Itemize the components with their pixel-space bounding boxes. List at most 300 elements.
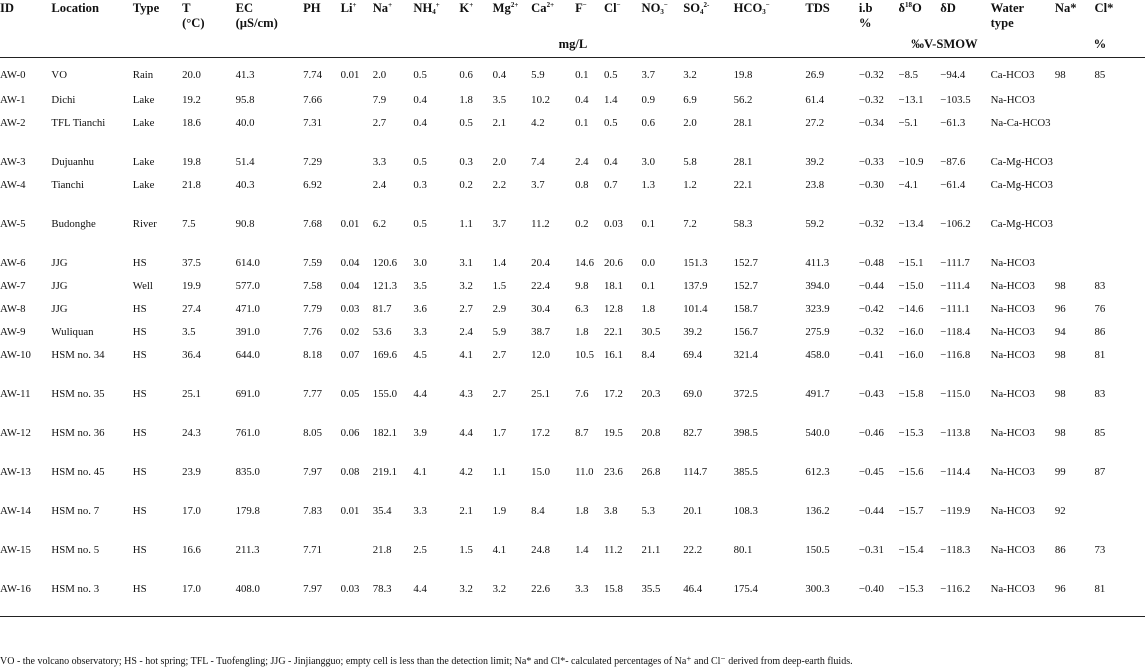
cell-so4: 7.2 — [683, 217, 697, 230]
cell-location: HSM no. 3 — [51, 578, 132, 617]
cell-tds: 394.0 — [805, 279, 830, 292]
cell-hco3: 19.8 — [733, 69, 753, 81]
col-so4 — [683, 0, 733, 37]
f-sup: − — [582, 1, 587, 9]
cell-li: 0.01 — [340, 69, 360, 81]
cell-water-type: Na-HCO3 — [990, 426, 1035, 439]
col-id: ID — [0, 1, 14, 15]
cell-hco3: 152.7 — [733, 256, 758, 269]
cell-li: 0.03 — [341, 578, 373, 617]
cell-na: 7.9 — [372, 93, 387, 106]
cell-hco3: 28.1 — [733, 155, 753, 168]
cell-type: HS — [133, 578, 182, 617]
cell-li — [341, 151, 373, 174]
cell-hco3: 58.3 — [733, 217, 753, 230]
col-ec — [236, 0, 303, 37]
d18o-label: δ — [898, 1, 906, 15]
cell-no3: 0.9 — [641, 93, 655, 106]
cell-type: HS — [132, 348, 147, 361]
table-row — [0, 383, 1145, 422]
cell-d18o: −13.4 — [898, 217, 924, 230]
cell-d18o: −4.1 — [898, 178, 919, 191]
cell-na: 78.3 — [373, 578, 414, 617]
no3-sub: 3 — [660, 8, 664, 16]
li-sup: + — [352, 1, 357, 9]
cell-ib: −0.44 — [858, 279, 884, 292]
cell-k: 4.4 — [459, 426, 473, 439]
cell-cl: 23.6 — [603, 465, 623, 478]
cell-water-type: Na-Ca-HCO3 — [990, 116, 1051, 129]
cell-id: AW-9 — [0, 325, 26, 338]
cell-temperature: 36.4 — [182, 348, 201, 361]
cell-na: 182.1 — [372, 426, 397, 439]
cell-hco3: 80.1 — [733, 543, 753, 556]
cell-f: 0.2 — [575, 217, 589, 230]
wtype-label: Water — [990, 1, 1025, 15]
cell-nh4: 3.3 — [413, 504, 427, 517]
cell-li: 0.01 — [340, 504, 360, 517]
cell-so4: 6.9 — [683, 93, 697, 106]
col-cl-star: Cl* — [1094, 1, 1114, 15]
cell-na: 53.6 — [372, 325, 392, 338]
cell-id: AW-5 — [0, 217, 26, 230]
cell-dd: −111.7 — [940, 256, 970, 269]
table-row — [0, 422, 1145, 461]
cell-temperature: 18.6 — [182, 116, 201, 129]
cell-mg: 0.4 — [492, 69, 507, 81]
cell-ib: −0.43 — [858, 387, 884, 400]
cell-tds: 540.0 — [805, 426, 830, 439]
cell-so4: 1.2 — [683, 178, 697, 191]
cell-no3: 30.5 — [641, 325, 661, 338]
cell-no3: 35.5 — [641, 578, 683, 617]
table-row — [0, 174, 1145, 213]
cell-na-star: 98 — [1054, 387, 1066, 400]
cell-na-star — [1055, 174, 1095, 213]
cell-ph: 7.79 — [303, 302, 322, 315]
cell-d18o: −8.5 — [898, 69, 919, 81]
cell-k: 3.1 — [459, 256, 473, 269]
col-mg — [493, 0, 532, 37]
cell-k: 0.3 — [459, 155, 473, 168]
cell-ca: 7.4 — [531, 155, 545, 168]
cell-li: 0.08 — [340, 465, 360, 478]
no3-sup: − — [663, 1, 668, 9]
cell-ca: 17.2 — [531, 426, 551, 439]
cell-f: 1.4 — [575, 543, 589, 556]
na-sup: + — [388, 1, 393, 9]
cell-dd: −113.8 — [940, 426, 971, 439]
cell-d18o: −16.0 — [898, 348, 924, 361]
table-row — [0, 252, 1145, 275]
cell-id: AW-10 — [0, 348, 31, 361]
cell-location: Dujuanhu — [51, 155, 94, 168]
table-row — [0, 151, 1145, 174]
cell-dd: −114.4 — [940, 465, 971, 478]
cell-ib: −0.34 — [858, 116, 884, 129]
table-row — [0, 58, 1145, 89]
cell-ph: 7.83 — [303, 504, 322, 517]
table-row — [0, 539, 1145, 578]
cell-tds: 300.3 — [805, 578, 859, 617]
no3-label: NO — [641, 1, 661, 15]
col-d18o — [898, 0, 940, 37]
cell-mg: 2.7 — [492, 387, 507, 400]
ec-unit: (µS/cm) — [235, 16, 278, 30]
cell-f: 0.4 — [575, 93, 589, 106]
cell-temperature: 24.3 — [182, 426, 201, 439]
so4-sup: 2- — [703, 1, 710, 9]
cell-cl-star: 76 — [1094, 302, 1106, 315]
table-row — [0, 298, 1145, 321]
unit-percent: % — [1055, 37, 1145, 58]
cell-na: 81.7 — [372, 302, 392, 315]
cell-f: 2.4 — [575, 155, 589, 168]
cell-d18o: −13.1 — [898, 93, 924, 106]
cell-cl: 12.8 — [603, 302, 623, 315]
col-ph: PH — [303, 1, 321, 15]
cell-dd: −61.3 — [940, 116, 966, 129]
cell-location: Dichi — [51, 93, 76, 106]
cell-k: 0.6 — [459, 69, 473, 81]
cell-d18o: −15.0 — [898, 279, 924, 292]
cell-f: 0.1 — [575, 116, 589, 129]
cell-so4: 69.4 — [683, 348, 703, 361]
cell-na-star: 99 — [1054, 465, 1066, 478]
cell-so4: 3.2 — [683, 69, 697, 81]
cell-mg: 1.9 — [492, 504, 507, 517]
cell-mg: 1.5 — [492, 279, 507, 292]
k-sup: + — [469, 1, 474, 9]
cell-li — [341, 89, 373, 112]
nh4-sup: + — [435, 1, 440, 9]
cell-ec: 51.4 — [235, 155, 255, 168]
cell-id: AW-12 — [0, 426, 31, 439]
cell-ca: 11.2 — [531, 217, 550, 230]
cell-location: HSM no. 5 — [51, 543, 100, 556]
cell-cl: 0.5 — [603, 116, 618, 129]
cell-ph: 7.31 — [303, 116, 322, 129]
col-tds: TDS — [805, 1, 830, 15]
cell-na: 169.6 — [372, 348, 397, 361]
cell-ec: 41.3 — [235, 69, 255, 81]
cl-label: Cl — [603, 1, 617, 15]
cell-d18o: −15.4 — [898, 543, 924, 556]
cell-na-star: 96 — [1054, 302, 1066, 315]
cell-hco3: 385.5 — [733, 465, 758, 478]
cell-ib: −0.45 — [858, 465, 884, 478]
cell-id: AW-1 — [0, 93, 26, 106]
cell-na-star: 98 — [1054, 426, 1066, 439]
cell-no3: 0.1 — [641, 279, 655, 292]
cell-so4: 22.2 — [683, 543, 703, 556]
cell-no3: 8.4 — [641, 348, 655, 361]
cell-ph: 7.76 — [303, 325, 322, 338]
col-ca — [531, 0, 575, 37]
cell-so4: 114.7 — [683, 465, 708, 478]
cell-ec: 408.0 — [236, 578, 303, 617]
cell-nh4: 0.4 — [413, 116, 427, 129]
col-cl — [604, 0, 641, 37]
cell-ib: −0.31 — [858, 543, 884, 556]
cell-nh4: 4.5 — [413, 348, 427, 361]
cell-no3: 26.8 — [641, 465, 661, 478]
cell-tds: 150.5 — [805, 543, 830, 556]
cell-ec: 40.3 — [235, 178, 255, 191]
cell-ib: −0.32 — [858, 69, 884, 81]
cell-cl-star — [1094, 151, 1145, 174]
cell-li: 0.02 — [340, 325, 360, 338]
cell-ec: 691.0 — [235, 387, 260, 400]
cell-li: 0.01 — [340, 217, 360, 230]
cell-dd: −116.2 — [940, 578, 990, 617]
cell-na: 35.4 — [372, 504, 392, 517]
cell-na: 21.8 — [372, 543, 392, 556]
cell-water-type: Na-HCO3 — [990, 279, 1035, 292]
cell-cl: 18.1 — [603, 279, 623, 292]
cell-f: 3.3 — [575, 578, 604, 617]
cell-location: VO — [51, 69, 68, 81]
cell-cl-star — [1094, 500, 1145, 539]
col-nh4 — [413, 0, 459, 37]
cell-nh4: 4.1 — [413, 465, 427, 478]
na-label: Na — [372, 1, 389, 15]
cell-water-type: Na-HCO3 — [991, 578, 1055, 617]
cell-ph: 7.97 — [303, 465, 322, 478]
cell-mg: 2.2 — [492, 178, 507, 191]
cell-temperature: 21.8 — [182, 178, 201, 191]
cell-location: HSM no. 7 — [51, 504, 100, 517]
cell-no3: 1.3 — [641, 178, 655, 191]
cell-cl-star — [1094, 213, 1145, 252]
cell-cl: 0.5 — [603, 69, 618, 81]
cell-k: 2.7 — [459, 302, 473, 315]
cell-ec: 471.0 — [235, 302, 260, 315]
cell-na: 219.1 — [372, 465, 397, 478]
cell-ca: 20.4 — [531, 256, 551, 269]
cell-cl: 20.6 — [603, 256, 623, 269]
cell-cl-star: 81 — [1094, 348, 1106, 361]
col-na — [373, 0, 414, 37]
hco3-sub: 3 — [762, 8, 766, 16]
cell-dd: −119.9 — [940, 504, 971, 517]
cell-d18o: −15.7 — [898, 504, 924, 517]
ib-unit: % — [858, 16, 872, 30]
cell-type: HS — [132, 387, 147, 400]
table-body — [0, 58, 1145, 617]
cell-type: Lake — [132, 93, 155, 106]
cell-mg: 2.1 — [492, 116, 507, 129]
cell-no3: 0.1 — [641, 217, 655, 230]
cell-d18o: −15.1 — [898, 256, 924, 269]
cell-mg: 2.9 — [492, 302, 507, 315]
cell-tds: 323.9 — [805, 302, 830, 315]
cell-dd: −103.5 — [940, 93, 971, 106]
cell-so4: 82.7 — [683, 426, 703, 439]
cell-ca: 30.4 — [531, 302, 551, 315]
cell-na: 155.0 — [372, 387, 397, 400]
table-row — [0, 578, 1145, 617]
cell-hco3: 158.7 — [733, 302, 758, 315]
cell-hco3: 22.1 — [733, 178, 753, 191]
nh4-label: NH — [413, 1, 433, 15]
cell-cl: 3.8 — [603, 504, 618, 517]
cell-na-star: 98 — [1054, 279, 1066, 292]
cell-water-type: Na-HCO3 — [990, 325, 1035, 338]
cell-type: HS — [132, 426, 147, 439]
cell-cl: 1.4 — [603, 93, 618, 106]
col-location: Location — [51, 1, 99, 15]
cell-dd: −106.2 — [940, 217, 971, 230]
cell-dd: −94.4 — [940, 69, 966, 81]
cell-k: 2.4 — [459, 325, 473, 338]
cell-mg: 1.1 — [492, 465, 507, 478]
cell-na-star: 96 — [1055, 578, 1095, 617]
col-type: Type — [132, 1, 160, 15]
cell-type: HS — [132, 504, 147, 517]
cell-li: 0.05 — [340, 387, 360, 400]
cell-dd: −87.6 — [940, 155, 966, 168]
cell-ph: 7.97 — [303, 578, 340, 617]
cell-li — [341, 539, 373, 578]
cell-k: 3.2 — [459, 279, 473, 292]
cell-cl-star: 87 — [1094, 465, 1106, 478]
li-label: Li — [340, 1, 353, 15]
cell-ec: 40.0 — [235, 116, 255, 129]
cell-cl: 16.1 — [603, 348, 623, 361]
cell-na-star — [1055, 151, 1095, 174]
table-row — [0, 344, 1145, 383]
cell-ca: 10.2 — [531, 93, 551, 106]
t-label: T — [182, 1, 191, 15]
cell-water-type: Na-HCO3 — [990, 543, 1035, 556]
cell-na-star: 98 — [1054, 348, 1066, 361]
cell-tds: 61.4 — [805, 93, 825, 106]
cell-type: HS — [132, 302, 147, 315]
cell-temperature: 20.0 — [182, 69, 201, 81]
cell-cl-star: 81 — [1094, 578, 1145, 617]
cell-no3: 3.7 — [641, 69, 655, 81]
cell-cl: 22.1 — [603, 325, 623, 338]
cell-water-type: Na-HCO3 — [990, 93, 1035, 106]
cell-k: 0.2 — [459, 178, 473, 191]
cell-ca: 38.7 — [531, 325, 551, 338]
table-row — [0, 213, 1145, 252]
cell-cl: 0.4 — [603, 155, 618, 168]
cell-nh4: 0.5 — [413, 69, 427, 81]
col-na-star: Na* — [1054, 1, 1077, 15]
cell-nh4: 3.0 — [413, 256, 427, 269]
cell-temperature: 25.1 — [182, 387, 201, 400]
cell-location: JJG — [51, 279, 68, 292]
cell-location: JJG — [51, 302, 68, 315]
unit-blank-left — [0, 37, 341, 58]
cell-id: AW-14 — [0, 504, 31, 517]
cell-hco3: 321.4 — [733, 348, 758, 361]
table-row — [0, 275, 1145, 298]
col-no3 — [641, 0, 683, 37]
cell-id: AW-15 — [0, 543, 31, 556]
hco3-sup: − — [765, 1, 770, 9]
cell-tds: 275.9 — [805, 325, 830, 338]
cell-d18o: −5.1 — [898, 116, 919, 129]
cell-ec: 614.0 — [235, 256, 260, 269]
cell-ib: −0.32 — [858, 217, 884, 230]
cell-f: 10.5 — [575, 348, 594, 361]
cell-id: AW-7 — [0, 279, 26, 292]
cell-li: 0.06 — [340, 426, 360, 439]
cell-ib: −0.32 — [858, 325, 884, 338]
cell-id: AW-8 — [0, 302, 26, 315]
cell-so4: 69.0 — [683, 387, 703, 400]
cell-temperature: 19.8 — [182, 155, 201, 168]
cell-cl-star: 86 — [1094, 325, 1106, 338]
cell-water-type: Na-HCO3 — [990, 504, 1035, 517]
cell-cl: 19.5 — [603, 426, 623, 439]
cell-ph: 7.58 — [303, 279, 322, 292]
cell-ph: 7.68 — [303, 217, 322, 230]
cell-ec: 644.0 — [235, 348, 260, 361]
cell-d18o: −15.3 — [898, 426, 924, 439]
cell-location: Tianchi — [51, 178, 85, 191]
cell-dd: −61.4 — [940, 178, 966, 191]
cell-ec: 95.8 — [235, 93, 255, 106]
cell-nh4: 3.3 — [413, 325, 427, 338]
cell-hco3: 372.5 — [733, 387, 758, 400]
cell-k: 2.1 — [459, 504, 473, 517]
cell-tds: 27.2 — [805, 116, 825, 129]
cell-so4: 2.0 — [683, 116, 697, 129]
cell-mg: 1.7 — [492, 426, 507, 439]
cell-mg: 2.0 — [492, 155, 507, 168]
cell-ib: −0.40 — [859, 578, 899, 617]
cell-cl: 0.03 — [603, 217, 623, 230]
unit-blank-mid — [805, 37, 898, 58]
cell-ph: 6.92 — [303, 178, 322, 191]
unit-mgl: mg/L — [341, 37, 806, 58]
cell-id: AW-3 — [0, 155, 26, 168]
table-row — [0, 89, 1145, 112]
cell-ph: 7.74 — [303, 69, 322, 81]
unit-vsmow: ‰V-SMOW — [898, 37, 990, 58]
mg-sup: 2+ — [510, 1, 519, 9]
cell-li: 0.04 — [340, 279, 360, 292]
cell-water-type: Ca-Mg-HCO3 — [990, 217, 1053, 230]
cell-so4: 101.4 — [683, 302, 708, 315]
cell-mg: 4.1 — [492, 543, 507, 556]
cell-ec: 835.0 — [235, 465, 260, 478]
cell-location: Budonghe — [51, 217, 96, 230]
cell-temperature: 17.0 — [182, 504, 201, 517]
cell-nh4: 0.4 — [413, 93, 427, 106]
cell-k: 4.1 — [459, 348, 473, 361]
cell-cl: 11.2 — [603, 543, 623, 556]
cell-ca: 8.4 — [531, 504, 545, 517]
cell-no3: 21.1 — [641, 543, 661, 556]
cell-type: River — [132, 217, 157, 230]
cl-sup: − — [616, 1, 621, 9]
cell-f: 11.0 — [575, 465, 594, 478]
cell-ec: 90.8 — [235, 217, 255, 230]
cell-ca: 22.6 — [531, 578, 575, 617]
cell-cl: 0.7 — [603, 178, 618, 191]
cell-d18o: −16.0 — [898, 325, 924, 338]
cell-f: 9.8 — [575, 279, 589, 292]
cell-id: AW-6 — [0, 256, 26, 269]
cell-so4: 5.8 — [683, 155, 697, 168]
nh4-sub: 4 — [432, 8, 436, 16]
cell-ph: 8.18 — [303, 348, 322, 361]
